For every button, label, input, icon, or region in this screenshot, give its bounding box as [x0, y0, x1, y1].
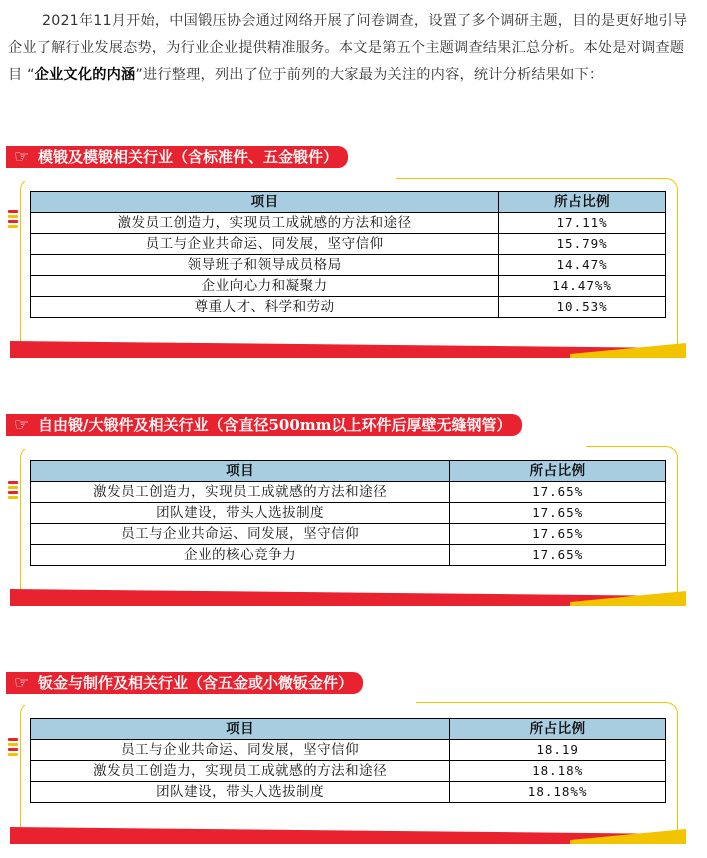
column-header-percent: 所占比例: [450, 461, 666, 482]
pointing-hand-icon: ☞: [14, 673, 30, 693]
row-item: 尊重人才、科学和劳动: [31, 297, 499, 318]
table-header-row: [31, 192, 666, 213]
decorative-stripes-icon: [8, 210, 18, 230]
column-header-item: 项目: [31, 192, 499, 213]
decorative-band: [10, 589, 686, 606]
column-header-percent: 所占比例: [499, 192, 666, 213]
row-item: 员工与企业共命运、同发展，坚守信仰: [31, 234, 499, 255]
column-header-item: 项目: [31, 719, 450, 740]
row-percent: 17.65%: [450, 503, 666, 524]
column-header-percent: 所占比例: [450, 719, 666, 740]
pointing-hand-icon: ☞: [14, 415, 30, 435]
row-percent: 18.19: [450, 740, 666, 761]
table-row: [31, 234, 666, 255]
data-table-2: [30, 460, 666, 566]
table-header-row: [31, 719, 666, 740]
table-row: [31, 524, 666, 545]
row-item: 员工与企业共命运、同发展，坚守信仰: [31, 740, 450, 761]
data-table-1: [30, 191, 666, 318]
row-percent: 17.65%: [450, 524, 666, 545]
pointing-hand-icon: ☞: [14, 147, 30, 167]
section-card-3: [10, 702, 686, 844]
row-percent: 10.53%: [499, 297, 666, 318]
row-item: 激发员工创造力，实现员工成就感的方法和途径: [31, 482, 450, 503]
row-percent: 17.65%: [450, 482, 666, 503]
row-percent: 17.65%: [450, 545, 666, 566]
row-item: 企业的核心竞争力: [31, 545, 450, 566]
intro-bold-term: 企业文化的内涵: [34, 67, 136, 83]
table-row: [31, 213, 666, 234]
row-item: 领导班子和领导成员格局: [31, 255, 499, 276]
row-percent: 15.79%: [499, 234, 666, 255]
row-percent: 14.47%: [499, 255, 666, 276]
decorative-band: [10, 341, 686, 358]
row-item: 员工与企业共命运、同发展，坚守信仰: [31, 524, 450, 545]
table-row: [31, 782, 666, 803]
data-table-3: [30, 718, 666, 803]
table-row: [31, 482, 666, 503]
section-title-1: 模锻及模锻相关行业（含标准件、五金锻件）: [38, 148, 339, 166]
table-row: [31, 255, 666, 276]
table-row: [31, 297, 666, 318]
section-title-2: 自由锻/大锻件及相关行业（含直径500mm以上环件后厚壁无缝钢管）: [38, 416, 512, 434]
column-header-item: 项目: [31, 461, 450, 482]
section-card-1: [10, 178, 686, 358]
table-row: [31, 545, 666, 566]
row-percent: 14.47%%: [499, 276, 666, 297]
intro-part2: ”进行整理，列出了位于前列的大家最为关注的内容，统计分析结果如下：: [135, 67, 604, 83]
decorative-stripes-icon: [8, 738, 18, 758]
intro-text: [8, 8, 698, 89]
table-row: [31, 761, 666, 782]
row-item: 激发员工创造力，实现员工成就感的方法和途径: [31, 761, 450, 782]
section-header-3: [6, 672, 363, 694]
table-row: [31, 276, 666, 297]
row-item: 激发员工创造力，实现员工成就感的方法和途径: [31, 213, 499, 234]
intro-part1: 2021年11月开始，中国锻压协会通过网络开展了问卷调查，设置了多个调研主题，目的是更好地引导企业了解行业发展态势，为行业企业提供精准服务。本文是第五个主题调查结果汇总分析。本处是对调查题目 “: [8, 13, 688, 83]
row-percent: 18.18%%: [450, 782, 666, 803]
decorative-band: [10, 827, 686, 844]
table-row: [31, 503, 666, 524]
table-row: [31, 740, 666, 761]
row-percent: 17.11%: [499, 213, 666, 234]
section-card-2: [10, 446, 686, 606]
row-item: 企业向心力和凝聚力: [31, 276, 499, 297]
section-header-1: [6, 146, 348, 168]
row-percent: 18.18%: [450, 761, 666, 782]
row-item: 团队建设，带头人选拔制度: [31, 503, 450, 524]
section-header-2: [6, 414, 522, 436]
table-header-row: [31, 461, 666, 482]
decorative-stripes-icon: [8, 481, 18, 501]
row-item: 团队建设，带头人选拔制度: [31, 782, 450, 803]
section-title-3: 钣金与制作及相关行业（含五金或小微钣金件）: [38, 674, 354, 692]
